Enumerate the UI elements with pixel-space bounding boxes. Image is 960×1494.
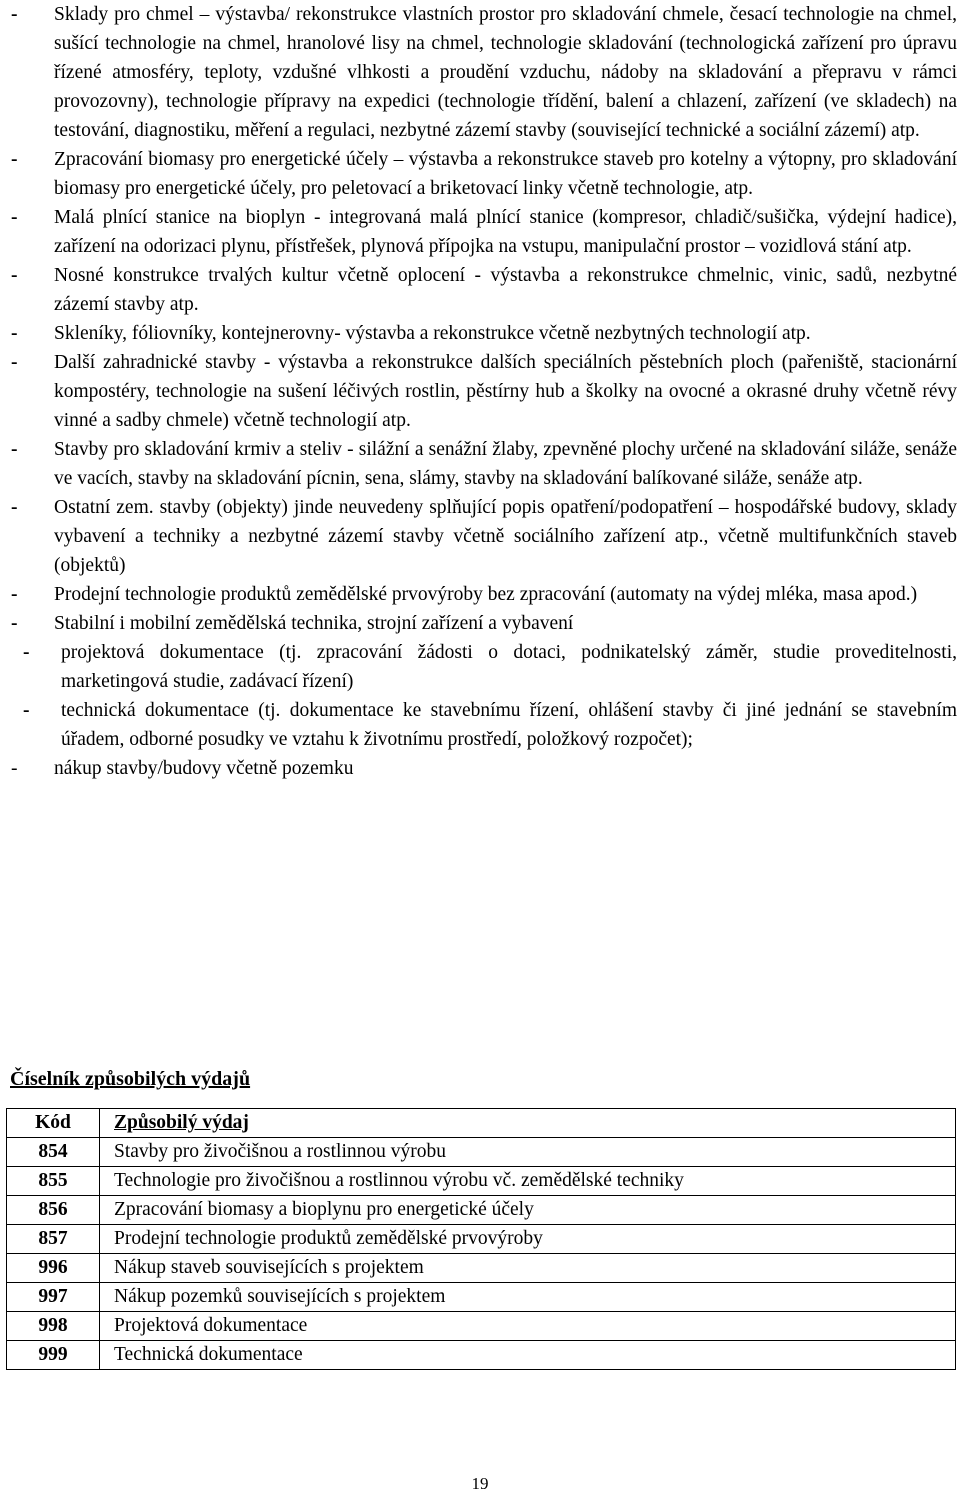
list-item-text: technická dokumentace (tj. dokumentace ke stavebnímu řízení, ohlášení stavby či jiné jednání se stavebním úřadem, odborné posudky ve vztahu k životnímu prostředí, položkový rozpočet);: [61, 700, 957, 750]
list-item: [9, 435, 957, 493]
section-title: Číselník způsobilých výdajů: [10, 1068, 251, 1090]
list-item: [9, 696, 957, 754]
cell-code: 996: [7, 1254, 100, 1283]
list-item: [9, 145, 957, 203]
list-dash: -: [11, 497, 18, 518]
header-code: Kód: [7, 1109, 100, 1138]
cell-desc: Zpracování biomasy a bioplynu pro energetické účely: [100, 1196, 956, 1225]
eligible-items-list: [9, 0, 957, 783]
list-item-text: nákup stavby/budovy včetně pozemku: [54, 758, 354, 779]
cell-code: 999: [7, 1341, 100, 1370]
cell-desc: Nákup staveb souvisejících s projektem: [100, 1254, 956, 1283]
cell-desc: Stavby pro živočišnou a rostlinnou výrobu: [100, 1138, 956, 1167]
table-row: [7, 1138, 956, 1167]
list-item-text: projektová dokumentace (tj. zpracování žádosti o dotaci, podnikatelský záměr, studie proveditelnosti, marketingová studie, zadávací řízení): [61, 642, 957, 692]
cell-code: 854: [7, 1138, 100, 1167]
list-item-text: Skleníky, fóliovníky, kontejnerovny- výstavba a rekonstrukce včetně nezbytných technologií atp.: [54, 323, 811, 344]
list-dash: -: [11, 613, 18, 634]
eligible-costs-table: [6, 1108, 956, 1370]
list-dash: -: [23, 700, 30, 721]
list-dash: -: [11, 265, 18, 286]
list-item: [9, 609, 957, 638]
table-row: [7, 1312, 956, 1341]
list-item-text: Nosné konstrukce trvalých kultur včetně oplocení - výstavba a rekonstrukce chmelnic, vinic, sadů, nezbytné zázemí stavby atp.: [54, 265, 957, 315]
table-row: [7, 1225, 956, 1254]
table-row: [7, 1341, 956, 1370]
list-item-text: Prodejní technologie produktů zemědělské prvovýroby bez zpracování (automaty na výdej mléka, masa apod.): [54, 584, 918, 605]
list-item: [9, 261, 957, 319]
cell-code: 856: [7, 1196, 100, 1225]
list-dash: -: [11, 323, 18, 344]
list-item: [9, 319, 957, 348]
list-dash: -: [11, 352, 18, 373]
list-item-text: Další zahradnické stavby - výstavba a rekonstrukce dalších speciálních pěstebních ploch (pařeniště, stacionární kompostéry, technologie na sušení léčivých rostlin, pěstírny hub a školky na ovocné a okrasné druhy včetně révy vinné a sadby chmele) včetně technologií atp.: [54, 352, 957, 431]
list-item: [9, 0, 957, 145]
list-dash: -: [11, 4, 18, 25]
list-dash: -: [11, 149, 18, 170]
table-row: [7, 1196, 956, 1225]
list-dash: -: [23, 642, 30, 663]
cell-desc: Projektová dokumentace: [100, 1312, 956, 1341]
cell-code: 997: [7, 1283, 100, 1312]
list-dash: -: [11, 207, 18, 228]
table-row: [7, 1254, 956, 1283]
list-dash: -: [11, 584, 18, 605]
list-item-text: Malá plnící stanice na bioplyn - integrovaná malá plnící stanice (kompresor, chladič/sušička, výdejní hadice), zařízení na odorizaci plynu, přístřešek, plynová přípojka na vstupu, manipulační prostor – vozidlová stání atp.: [54, 207, 957, 257]
list-item-text: Ostatní zem. stavby (objekty) jinde neuvedeny splňující popis opatření/podopatření – hospodářské budovy, sklady vybavení a techniky a nezbytné zázemí stavby včetně sociálního zařízení atp., včetně multifunkčních staveb (objektů): [54, 497, 957, 576]
cell-desc: Technická dokumentace: [100, 1341, 956, 1370]
cell-code: 855: [7, 1167, 100, 1196]
cell-desc: Prodejní technologie produktů zemědělské prvovýroby: [100, 1225, 956, 1254]
list-item-text: Zpracování biomasy pro energetické účely – výstavba a rekonstrukce staveb pro kotelny a výtopny, pro skladování biomasy pro energetické účely, pro peletovací a briketovací linky včetně technologie, atp.: [54, 149, 957, 199]
table-header-row: [7, 1109, 956, 1138]
list-item-text: Stavby pro skladování krmiv a steliv - silážní a senážní žlaby, zpevněné plochy určené na skladování siláže, senáže ve vacích, stavby na skladování pícnin, sena, slámy, stavby na skladování balíkované siláže, senáže atp.: [54, 439, 957, 489]
page-number: 19: [471, 1474, 489, 1493]
list-dash: -: [11, 439, 18, 460]
table-row: [7, 1283, 956, 1312]
cell-code: 998: [7, 1312, 100, 1341]
cell-code: 857: [7, 1225, 100, 1254]
list-dash: -: [11, 758, 18, 779]
table-row: [7, 1167, 956, 1196]
list-item-text: Sklady pro chmel – výstavba/ rekonstrukce vlastních prostor pro skladování chmele, česací technologie na chmel, sušící technologie na chmel, hranolové lisy na chmel, technologie skladování (technologická zařízení pro úpravu řízené atmosféry, teploty, vzdušné vlhkosti a proudění vzduchu, nádoby na skladování a přepravu v rámci provozovny), technologie přípravy na expedici (technologie třídění, balení a chlazení, zařízení (ve skladech) na testování, diagnostiku, měření a regulaci, nezbytné zázemí stavby (související technické a sociální zázemí) atp.: [54, 4, 957, 141]
list-item: [9, 203, 957, 261]
cell-desc: Nákup pozemků souvisejících s projektem: [100, 1283, 956, 1312]
list-item: [9, 348, 957, 435]
header-desc: Způsobilý výdaj: [100, 1109, 956, 1138]
list-item-text: Stabilní i mobilní zemědělská technika, strojní zařízení a vybavení: [54, 613, 574, 634]
list-item: [9, 638, 957, 696]
list-item: [9, 754, 957, 783]
list-item: [9, 580, 957, 609]
list-item: [9, 493, 957, 580]
cell-desc: Technologie pro živočišnou a rostlinnou výrobu vč. zemědělské techniky: [100, 1167, 956, 1196]
